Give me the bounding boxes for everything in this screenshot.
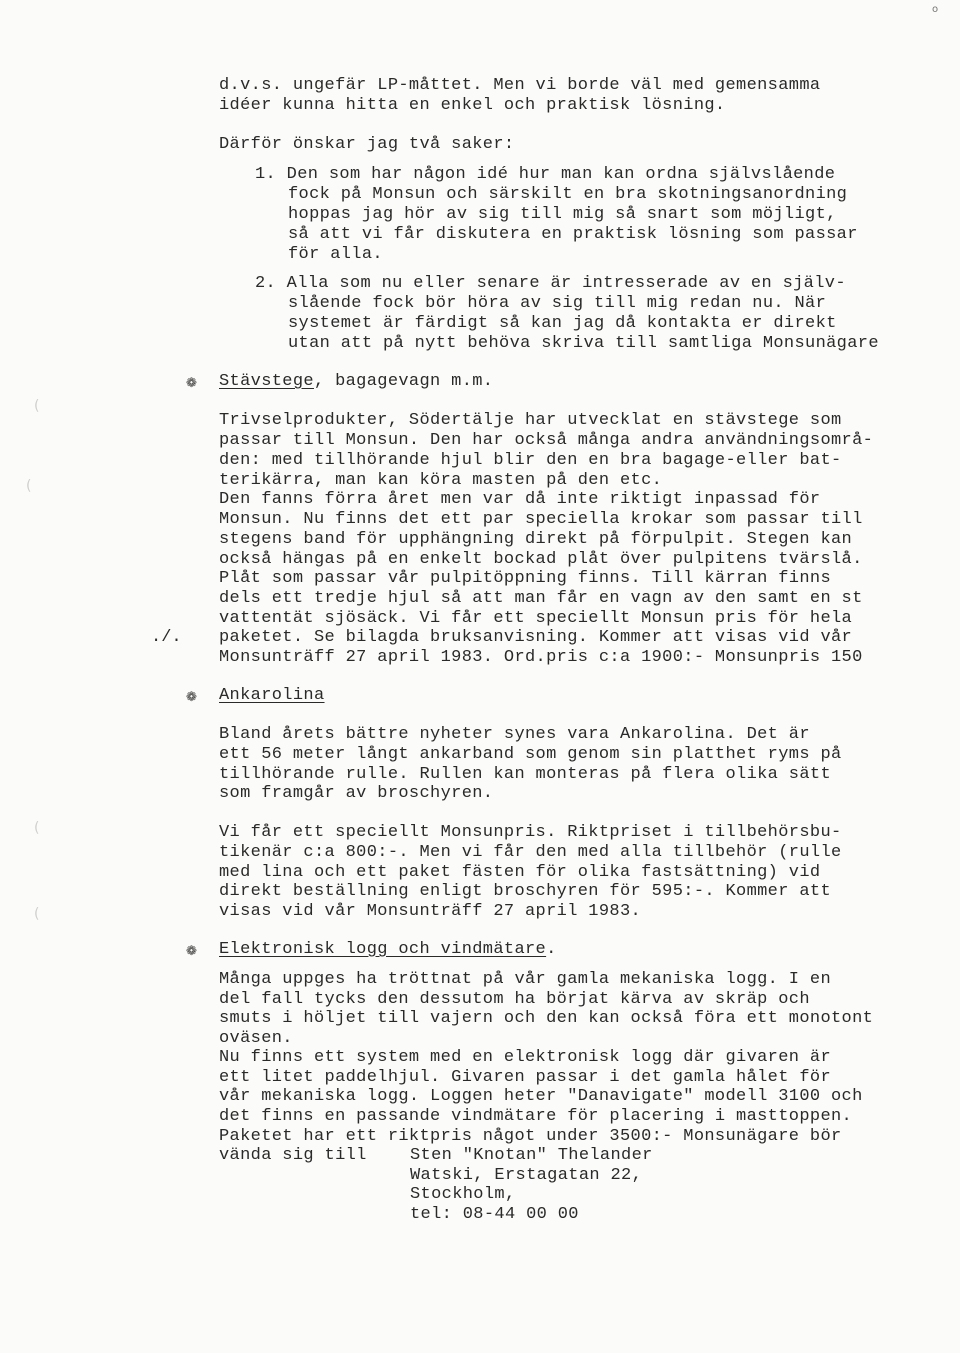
elektronisk-line: Paketet har ett riktpris något under 3500:- Monsunägare bör <box>219 1127 842 1146</box>
scan-speck: ( <box>26 478 32 494</box>
bullet-icon: ❁ <box>186 690 197 705</box>
ankarolina-line: med lina och ett paket fästen för olika fastsättning) vid <box>219 863 821 882</box>
elektronisk-line: vår mekaniska logg. Loggen heter "Danavigate" modell 3100 och <box>219 1087 863 1106</box>
elektronisk-title-suffix: . <box>546 940 557 959</box>
ankarolina-line: Bland årets bättre nyheter synes vara Ankarolina. Det är <box>219 725 810 744</box>
stavstege-line: den: med tillhörande hjul blir den en bra bagage-eller bat- <box>219 451 842 470</box>
elektronisk-line: Nu finns ett system med en elektronisk logg där givaren är <box>219 1048 831 1067</box>
wish1-line: så att vi får diskutera en praktisk lösning som passar <box>288 225 858 244</box>
stavstege-line: Den fanns förra året men var då inte riktigt inpassad för <box>219 490 821 509</box>
elektronisk-line: oväsen. <box>219 1029 293 1048</box>
ankarolina-line: tillhörande rulle. Rullen kan monteras på flera olika sätt <box>219 765 831 784</box>
stavstege-line: terikärra, man kan köra masten på den etc. <box>219 471 663 490</box>
address-line: tel: 08-44 00 00 <box>410 1205 579 1224</box>
stavstege-line: Monsunträff 27 april 1983. Ord.pris c:a 1900:- Monsunpris 150 <box>219 648 863 667</box>
stavstege-line: Trivselprodukter, Södertälje har utvecklat en stävstege som <box>219 411 842 430</box>
section-heading-ankarolina: Ankarolina <box>219 686 325 705</box>
stavstege-title-rest: , bagagevagn m.m. <box>313 372 494 391</box>
wish1-line: hoppas jag hör av sig till mig så snart som möjligt, <box>288 205 837 224</box>
ankarolina-line: visas vid vår Monsunträff 27 april 1983. <box>219 902 642 921</box>
contact-lead: vända sig till <box>219 1146 367 1165</box>
stavstege-title: Stävstege <box>219 372 314 391</box>
ankarolina-line: som framgår av broschyren. <box>219 784 494 803</box>
wish2-line: slående fock bör höra av sig till mig redan nu. När <box>288 294 827 313</box>
wishes-intro: Därför önskar jag två saker: <box>219 135 515 154</box>
stavstege-line: passar till Monsun. Den har också många andra användningsområ- <box>219 431 874 450</box>
section-heading-stavstege <box>219 372 493 392</box>
intro-line: idéer kunna hitta en enkel och praktisk lösning. <box>219 96 726 115</box>
address-line: Stockholm, <box>410 1185 516 1204</box>
elektronisk-line: ett litet paddelhjul. Givaren passar i det gamla hålet för <box>219 1068 831 1087</box>
wish1-line: fock på Monsun och särskilt en bra skotningsanordning <box>288 185 848 204</box>
section-heading-elektronisk <box>219 940 557 960</box>
stavstege-line: Plåt som passar vår pulpitöppning finns. Till kärran finns <box>219 569 831 588</box>
scan-speck: ( <box>34 906 40 922</box>
elektronisk-line: det finns en passande vindmätare för placering i masttoppen. <box>219 1107 853 1126</box>
stavstege-line: vattentät sjösäck. Vi får ett speciellt Monsun pris för hela <box>219 609 853 628</box>
elektronisk-line: smuts i höljet till vajern och den kan också föra ett monotont <box>219 1009 874 1028</box>
stavstege-line: Monsun. Nu finns det ett par speciella krokar som passar till <box>219 510 863 529</box>
wish1-line: 1. Den som har någon idé hur man kan ordna självslående <box>255 165 836 184</box>
wish2-line: 2. Alla som nu eller senare är intresserade av en själv- <box>255 274 846 293</box>
stavstege-line: också hängas på en enkelt bockad plåt över pulpitens tvärslå. <box>219 550 863 569</box>
intro-line: d.v.s. ungefär LP-måttet. Men vi borde väl med gemensamma <box>219 76 821 95</box>
wish1-line: för alla. <box>288 245 383 264</box>
wish2-line: utan att på nytt behöva skriva till samtliga Monsunägare <box>288 334 879 353</box>
bullet-icon: ❁ <box>186 944 197 959</box>
elektronisk-line: del fall tycks den dessutom ha börjat kärva av skräp och <box>219 990 810 1009</box>
ankarolina-line: tikenär c:a 800:-. Men vi får den med alla tillbehör (rulle <box>219 843 842 862</box>
wish2-line: systemet är färdigt så kan jag då kontakta er direkt <box>288 314 837 333</box>
ankarolina-line: ett 56 meter långt ankarband som genom sin platthet ryms på <box>219 745 842 764</box>
stavstege-line: stegens band för upphängning direkt på förpulpit. Stegen kan <box>219 530 853 549</box>
address-line: Watski, Erstagatan 22, <box>410 1166 643 1185</box>
bullet-icon: ❁ <box>186 376 197 391</box>
stavstege-line: dels ett tredje hjul så att man får en vagn av den samt en st <box>219 589 863 608</box>
elektronisk-title: Elektronisk logg och vindmätare <box>219 940 547 959</box>
margin-mark: ./. <box>151 628 182 647</box>
scan-speck: ( <box>34 820 40 836</box>
stavstege-line: paketet. Se bilagda bruksanvisning. Kommer att visas vid vår <box>219 628 853 647</box>
scan-speck: ( <box>34 398 40 414</box>
ankarolina-line: direkt beställning enligt broschyren för 595:-. Kommer att <box>219 882 831 901</box>
corner-mark: o <box>932 4 939 15</box>
address-line: Sten "Knotan" Thelander <box>410 1146 653 1165</box>
elektronisk-line: Många uppges ha tröttnat på vår gamla mekaniska logg. I en <box>219 970 831 989</box>
ankarolina-line: Vi får ett speciellt Monsunpris. Riktpriset i tillbehörsbu- <box>219 823 842 842</box>
